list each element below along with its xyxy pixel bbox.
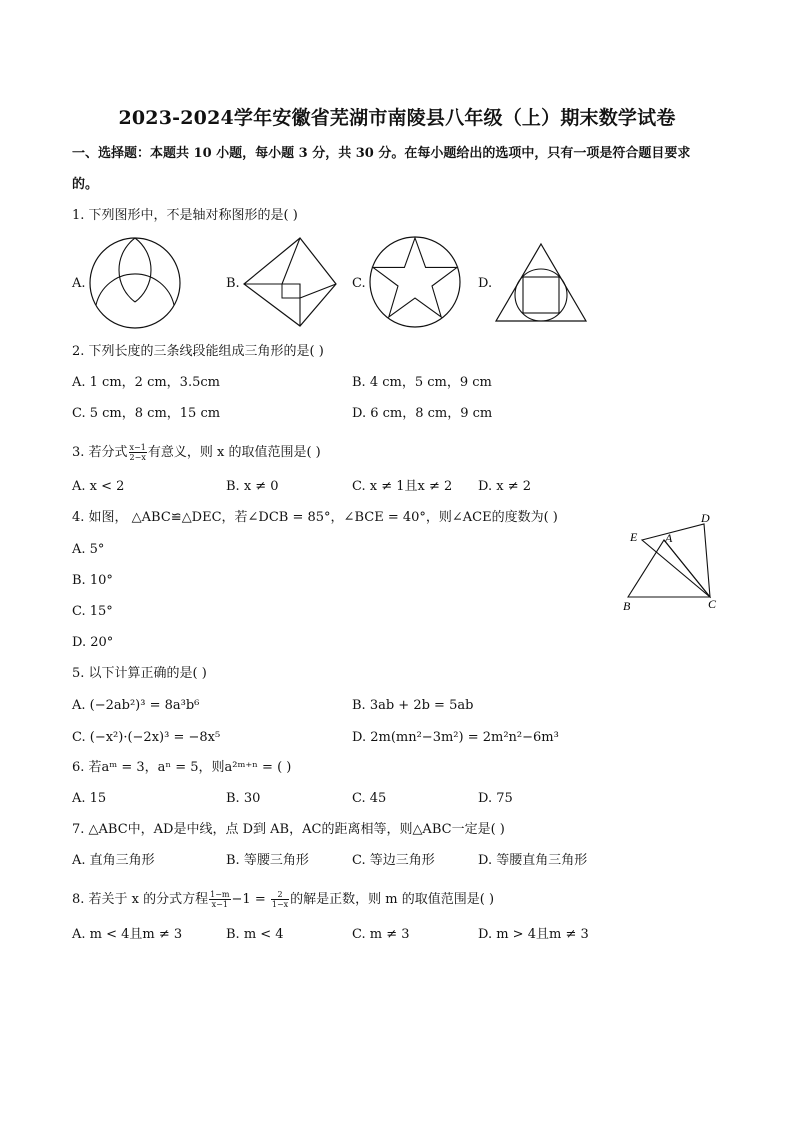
q5-option-a: A. (−2ab²)³ = 8a³b⁶ bbox=[72, 698, 200, 713]
q3-option-b: B. x ≠ 0 bbox=[226, 479, 279, 494]
q5-option-b: B. 3ab + 2b = 5ab bbox=[352, 698, 474, 713]
q1-figure-a-three-arcs bbox=[88, 237, 184, 329]
q8-option-a: A. m < 4且m ≠ 3 bbox=[72, 927, 183, 942]
q3-option-c: C. x ≠ 1且x ≠ 2 bbox=[352, 479, 453, 494]
q8-option-b: B. m < 4 bbox=[226, 927, 284, 942]
q4-label-b: B bbox=[623, 599, 631, 613]
q8-stem-pre: 8. 若关于 x 的分式方程 bbox=[72, 892, 209, 907]
q3-stem-pre: 3. 若分式 bbox=[72, 445, 128, 460]
q8-fraction-1-numerator: 1−m bbox=[210, 890, 230, 899]
q3-fraction-denominator: 2−x bbox=[129, 453, 146, 462]
q4-label-a: A bbox=[665, 531, 673, 545]
q1-figure-c-star-in-circle bbox=[369, 236, 465, 328]
q1-label-a: A. bbox=[72, 276, 86, 291]
q6-option-c: C. 45 bbox=[352, 791, 387, 806]
q8-stem-post: 的解是正数，则 m 的取值范围是( ) bbox=[290, 892, 495, 907]
q8-stem-mid: −1 = bbox=[231, 892, 270, 907]
q8-fraction-1 bbox=[209, 890, 230, 909]
q2-option-c: C. 5 cm，8 cm，15 cm bbox=[72, 406, 221, 421]
q5-option-c: C. (−x²)·(−2x)³ = −8x⁵ bbox=[72, 730, 221, 745]
q8-fraction-2-numerator: 2 bbox=[271, 890, 289, 900]
q3-option-a: A. x < 2 bbox=[72, 479, 125, 494]
q1-stem: 1. 下列图形中，不是轴对称图形的是( ) bbox=[72, 208, 298, 223]
q4-label-d: D bbox=[701, 511, 710, 525]
q1-label-d: D. bbox=[478, 276, 493, 291]
q6-option-b: B. 30 bbox=[226, 791, 261, 806]
q4-triangle-figure bbox=[620, 508, 730, 613]
q7-option-d: D. 等腰直角三角形 bbox=[478, 853, 588, 868]
q6-option-a: A. 15 bbox=[72, 791, 107, 806]
q4-option-a: A. 5° bbox=[72, 542, 105, 557]
q4-option-c: C. 15° bbox=[72, 604, 113, 619]
q5-stem: 5. 以下计算正确的是( ) bbox=[72, 666, 207, 681]
q8-fraction-2 bbox=[271, 890, 289, 909]
q8-fraction-2-denominator: 1−x bbox=[271, 900, 289, 909]
q8-stem bbox=[72, 890, 494, 909]
q3-fraction-numerator: x−1 bbox=[129, 443, 146, 452]
q7-option-a: A. 直角三角形 bbox=[72, 853, 155, 868]
section-header-line2: 的。 bbox=[72, 177, 99, 192]
q4-option-b: B. 10° bbox=[72, 573, 113, 588]
q7-option-c: C. 等边三角形 bbox=[352, 853, 435, 868]
q5-option-d: D. 2m(mn²−3m²) = 2m²n²−6m³ bbox=[352, 730, 559, 745]
q2-option-b: B. 4 cm，5 cm，9 cm bbox=[352, 375, 492, 390]
q6-stem: 6. 若aᵐ = 3，aⁿ = 5，则a²ᵐ⁺ⁿ = ( ) bbox=[72, 760, 292, 775]
q1-figure-d-triangle-circle-square bbox=[494, 242, 590, 324]
q2-option-a: A. 1 cm，2 cm，3.5cm bbox=[72, 375, 220, 390]
q4-label-e: E bbox=[630, 530, 638, 544]
page-title: 2023-2024学年安徽省芜湖市南陵县八年级（上）期末数学试卷 bbox=[118, 107, 676, 129]
q8-option-d: D. m > 4且m ≠ 3 bbox=[478, 927, 589, 942]
q3-stem bbox=[72, 443, 321, 462]
q1-label-b: B. bbox=[226, 276, 240, 291]
q8-option-c: C. m ≠ 3 bbox=[352, 927, 410, 942]
q7-stem: 7. △ABC中，AD是中线，点 D到 AB，AC的距离相等，则△ABC一定是( ) bbox=[72, 822, 505, 837]
q1-figure-b-pinwheel-square bbox=[242, 236, 338, 328]
q3-fraction bbox=[129, 443, 147, 462]
q4-option-d: D. 20° bbox=[72, 635, 114, 650]
q4-label-c: C bbox=[708, 597, 717, 611]
q8-fraction-1-denominator: x−1 bbox=[211, 900, 228, 909]
q2-stem: 2. 下列长度的三条线段能组成三角形的是( ) bbox=[72, 344, 324, 359]
q6-option-d: D. 75 bbox=[478, 791, 513, 806]
q7-option-b: B. 等腰三角形 bbox=[226, 853, 309, 868]
q2-option-d: D. 6 cm，8 cm，9 cm bbox=[352, 406, 493, 421]
q3-stem-post: 有意义，则 x 的取值范围是( ) bbox=[147, 445, 321, 460]
section-header-line1: 一、选择题：本题共 10 小题，每小题 3 分，共 30 分。在每小题给出的选项中，只有一项是符合题目要求 bbox=[72, 146, 691, 161]
q1-label-c: C. bbox=[352, 276, 366, 291]
q3-option-d: D. x ≠ 2 bbox=[478, 479, 531, 494]
q4-stem: 4. 如图， △ABC≌△DEC，若∠DCB = 85°，∠BCE = 40°，则∠ACE的度数为( ) bbox=[72, 510, 558, 525]
